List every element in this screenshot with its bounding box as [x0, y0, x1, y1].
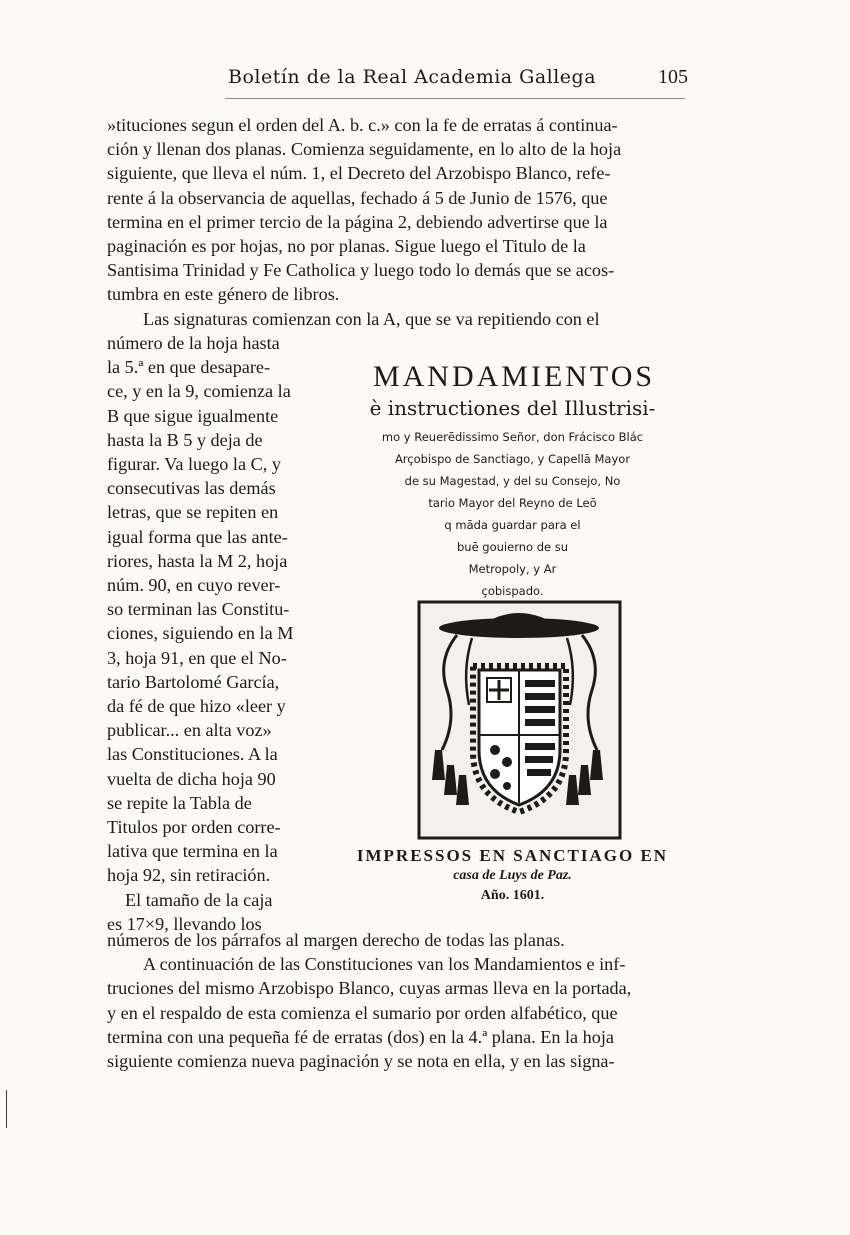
text-line: tumbra en este género de libros.: [107, 284, 340, 305]
text-line: números de los párrafos al margen derecho de todas las planas.: [107, 930, 565, 950]
header-rule: [225, 98, 685, 99]
facsimile-line: mo y Reuerēdissimo Señor, don Frácisco Blác: [381, 430, 644, 444]
facsimile-line: de su Magestad, y del su Consejo, No: [404, 474, 621, 488]
text-line: ción y llenan dos planas. Comienza seguidamente, en lo alto de la hoja: [107, 139, 622, 160]
facsimile-line: buē gouierno de su: [456, 540, 569, 554]
text-line: B que sigue igualmente: [107, 405, 279, 426]
facsimile-line: tario Mayor del Reyno de Leō: [428, 496, 597, 510]
text-line: El tamaño de la caja: [125, 889, 273, 910]
facsimile-title: MANDAMIENTOS: [372, 360, 656, 393]
left-column-text: [107, 331, 330, 936]
text-line: las Constituciones. A la: [107, 744, 278, 765]
text-line: so terminan las Constitu-: [107, 599, 290, 620]
text-line: A continuación de las Constituciones van los Mandamientos e inf-: [143, 954, 626, 975]
text-line: »tituciones segun el orden del A. b. c.» con la fe de erratas á continua-: [107, 115, 618, 135]
text-line: 3, hoja 91, en que el No-: [107, 647, 287, 668]
imprint-line: IMPRESSOS EN SANCTIAGO EN: [356, 846, 669, 865]
text-line: siguiente comienza nueva paginación y se nota en ella, y en las signa-: [107, 1051, 615, 1072]
imprint-year: Año. 1601.: [480, 888, 545, 903]
top-paragraph: [107, 113, 702, 331]
text-line: publicar... en alta voz»: [107, 720, 272, 741]
text-line: la 5.ª en que desapare-: [107, 357, 271, 378]
facsimile-line: q māda guardar para el: [444, 518, 581, 532]
facsimile-line: Metropoly, y Ar: [468, 562, 557, 576]
text-line: truciones del mismo Arzobispo Blanco, cuyas armas lleva en la portada,: [107, 978, 632, 999]
text-line: termina en el primer tercio de la página 2, debiendo advertirse que la: [107, 211, 608, 232]
text-line: y en el respaldo de esta comienza el sumario por orden alfabético, que: [107, 1002, 618, 1023]
text-line: es 17×9, llevando los: [107, 913, 262, 934]
facsimile-subtitle: è instructiones del Illustrisi-: [369, 396, 656, 420]
facsimile-line: Arçobispo de Sanctiago, y Capellā Mayor: [394, 452, 631, 466]
text-line: vuelta de dicha hoja 90: [107, 768, 276, 789]
text-line: siguiente, que lleva el núm. 1, el Decreto del Arzobispo Blanco, refe-: [107, 163, 611, 184]
text-line: número de la hoja hasta: [107, 333, 280, 353]
text-line: rente á la observancia de aquellas, fechado á 5 de Junio de 1576, que: [107, 187, 608, 208]
text-line: riores, hasta la M 2, hoja: [107, 550, 288, 571]
facsimile-description: [350, 426, 675, 602]
text-line: paginación es por hojas, no por planas. Sigue luego el Titulo de la: [107, 236, 586, 257]
text-line: Las signaturas comienzan con la A, que se va repitiendo con el: [143, 308, 600, 329]
page-number: 105: [658, 66, 688, 88]
facsimile-line: çobispado.: [481, 584, 544, 598]
text-line: Titulos por orden corre-: [107, 817, 281, 838]
text-line: tario Bartolomé García,: [107, 671, 280, 692]
text-line: ciones, siguiendo en la M: [107, 623, 294, 644]
title-page-facsimile: [340, 360, 685, 920]
coat-of-arms-woodcut: [417, 600, 622, 840]
text-line: igual forma que las ante-: [107, 526, 288, 547]
text-line: termina con una pequeña fé de erratas (dos) en la 4.ª plana. En la hoja: [107, 1026, 614, 1047]
text-line: ce, y en la 9, comienza la: [107, 381, 291, 402]
text-line: figurar. Va luego la C, y: [107, 454, 281, 475]
text-line: hoja 92, sin retiración.: [107, 865, 271, 886]
running-head: Boletín de la Real Academia Gallega: [228, 66, 597, 88]
imprint-place: casa de Luys de Paz.: [453, 868, 572, 883]
text-line: letras, que se repiten en: [107, 502, 279, 523]
bottom-paragraph: [107, 928, 702, 1073]
text-line: Santisima Trinidad y Fe Catholica y luego todo lo demás que se acos-: [107, 260, 615, 281]
text-line: hasta la B 5 y deja de: [107, 429, 263, 450]
text-line: núm. 90, en cuyo rever-: [107, 575, 281, 596]
text-line: da fé de que hizo «leer y: [107, 696, 286, 717]
text-line: se repite la Tabla de: [107, 792, 252, 813]
text-line: consecutivas las demás: [107, 478, 276, 499]
text-line: lativa que termina en la: [107, 841, 278, 862]
page-header: [228, 66, 688, 96]
margin-mark: [6, 1090, 7, 1128]
